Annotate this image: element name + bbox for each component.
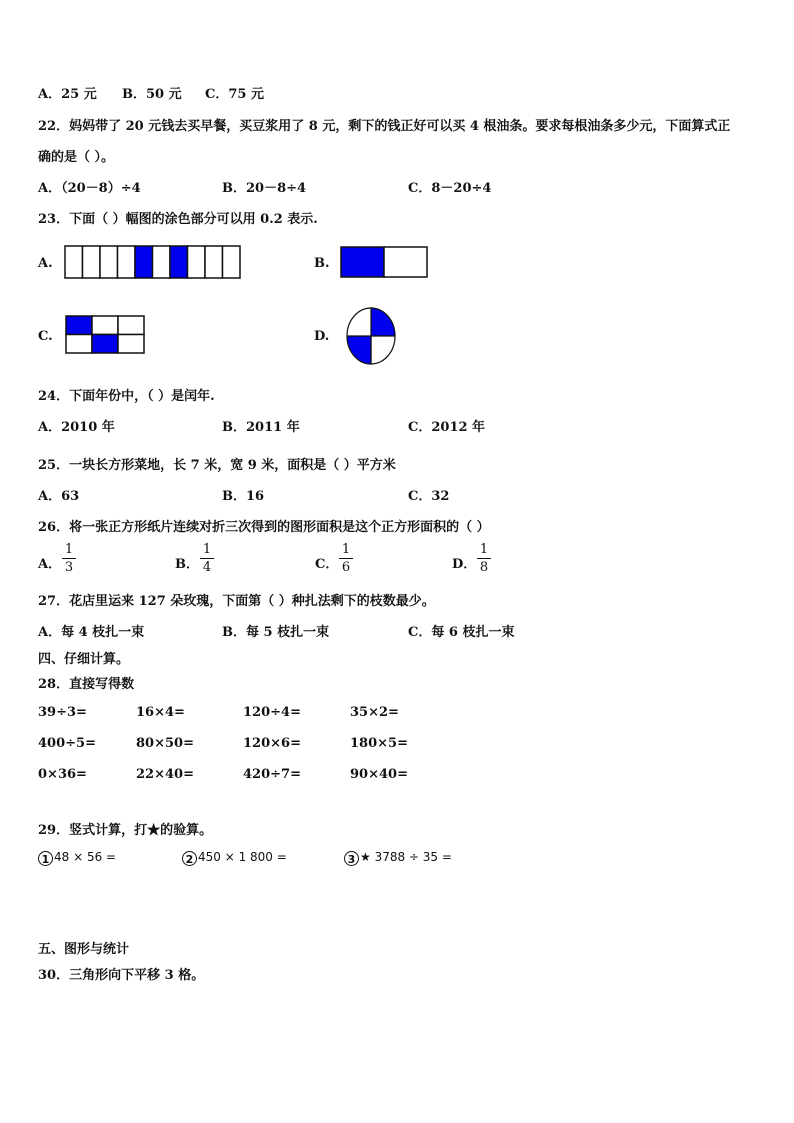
q27-question: 27．花店里运来 127 朵玫瑰，下面第（ ）种扎法剩下的枝数最少。 [38, 594, 435, 609]
unshaded-cell [223, 246, 241, 278]
shaded-quarter [347, 336, 371, 364]
q25-option-a: A．63 [38, 489, 80, 504]
q29-item-2 [182, 850, 287, 866]
q26-option-a-label: A． [38, 557, 62, 572]
q22-option-c: C．8－20÷4 [408, 181, 492, 196]
fraction-numerator: 1 [479, 542, 489, 557]
unshaded-cell [66, 335, 92, 354]
q23-label-b: B. [314, 256, 330, 271]
q24-option-b: B．2011 年 [222, 420, 300, 435]
q29-question: 29．竖式计算，打★的验算。 [38, 823, 213, 838]
q28-item: 16×4= [136, 705, 185, 720]
shaded-cell [135, 246, 153, 278]
shaded-cell [92, 335, 118, 354]
q29-item-3 [344, 850, 452, 866]
q21-option-b: B．50 元 [122, 87, 182, 102]
q29-expression: 450 × 1 800 = [198, 850, 287, 864]
q26-option-a-fraction [62, 542, 76, 575]
q23-question: 23．下面（ ）幅图的涂色部分可以用 0.2 表示. [38, 212, 318, 227]
shaded-cell [66, 316, 92, 335]
unshaded-cell [118, 246, 136, 278]
q22-option-b: B．20－8÷4 [222, 181, 307, 196]
q23-figure-c-grid [65, 315, 147, 356]
q30-question: 30．三角形向下平移 3 格。 [38, 968, 205, 983]
q23-figure-a-strip [64, 244, 244, 280]
unshaded-quarter [347, 308, 371, 336]
fraction-bar [339, 558, 353, 559]
fraction-bar [62, 558, 76, 559]
q25-option-c: C．32 [408, 489, 450, 504]
fraction-numerator: 1 [341, 542, 351, 557]
unshaded-cell [83, 246, 101, 278]
q23-label-d: D. [314, 329, 330, 344]
fraction-numerator: 1 [202, 542, 212, 557]
shaded-quarter [371, 308, 395, 336]
q26-question: 26．将一张正方形纸片连续对折三次得到的图形面积是这个正方形面积的（ ） [38, 520, 490, 535]
shaded-part [341, 247, 384, 277]
fraction-bar [200, 558, 214, 559]
fraction-bar [477, 558, 491, 559]
q25-option-b: B．16 [222, 489, 265, 504]
q24-option-a: A．2010 年 [38, 420, 115, 435]
q23-label-a: A. [38, 256, 53, 271]
q27-option-a: A．每 4 枝扎一束 [38, 625, 145, 640]
unshaded-cell [118, 316, 144, 335]
q21-option-c: C．75 元 [205, 87, 264, 102]
q23-figure-b-bar [339, 245, 429, 279]
q29-expression: ★ 3788 ÷ 35 = [360, 850, 452, 864]
q26-option-b-label: B． [175, 557, 199, 572]
unshaded-cell [118, 335, 144, 354]
section-4-heading: 四、仔细计算。 [38, 652, 130, 667]
q23-figure-d-circle [344, 306, 398, 366]
q28-item: 180×5= [350, 736, 408, 751]
q28-item: 0×36= [38, 767, 87, 782]
unshaded-cell [100, 246, 118, 278]
unshaded-cell [65, 246, 83, 278]
q28-item: 39÷3= [38, 705, 87, 720]
fraction-denominator: 3 [64, 560, 74, 575]
q28-item: 22×40= [136, 767, 194, 782]
unshaded-quarter [371, 336, 395, 364]
q26-option-b-fraction [200, 542, 214, 575]
unshaded-cell [188, 246, 206, 278]
q26-option-c-fraction [339, 542, 353, 575]
q28-item: 120÷4= [243, 705, 301, 720]
q26-option-d-label: D． [452, 557, 477, 572]
section-5-heading: 五、图形与统计 [38, 942, 130, 957]
q27-option-c: C．每 6 枝扎一束 [408, 625, 515, 640]
q24-option-c: C．2012 年 [408, 420, 486, 435]
shaded-cell [170, 246, 188, 278]
q25-question: 25．一块长方形菜地，长 7 米，宽 9 米，面积是（ ）平方米 [38, 458, 396, 473]
unshaded-cell [153, 246, 171, 278]
q28-item: 120×6= [243, 736, 301, 751]
q28-item: 90×40= [350, 767, 408, 782]
fraction-denominator: 4 [202, 560, 212, 575]
circled-number-1: 1 [38, 851, 53, 866]
q29-expression: 48 × 56 = [54, 850, 117, 864]
q22-option-a: A．（20－8）÷4 [38, 181, 141, 196]
fraction-denominator: 8 [479, 560, 489, 575]
fraction-denominator: 6 [341, 560, 351, 575]
q27-option-b: B．每 5 枝扎一束 [222, 625, 330, 640]
q28-item: 35×2= [350, 705, 399, 720]
q29-item-1 [38, 850, 116, 866]
unshaded-part [384, 247, 427, 277]
unshaded-cell [92, 316, 118, 335]
q28-item: 80×50= [136, 736, 194, 751]
q22-question-line1: 22．妈妈带了 20 元钱去买早餐，买豆浆用了 8 元，剩下的钱正好可以买 4 根油条。要求每根油条多少元，下面算式正 [38, 119, 731, 134]
q21-option-a: A．25 元 [38, 87, 97, 102]
q28-item: 420÷7= [243, 767, 301, 782]
q24-question: 24．下面年份中，（ ）是闰年. [38, 389, 215, 404]
q28-question: 28．直接写得数 [38, 677, 135, 692]
circled-number-2: 2 [182, 851, 197, 866]
unshaded-cell [205, 246, 223, 278]
fraction-numerator: 1 [64, 542, 74, 557]
circled-number-3: 3 [344, 851, 359, 866]
q22-question-line2: 确的是（ ）。 [38, 150, 115, 165]
q26-option-d-fraction [477, 542, 491, 575]
q28-item: 400÷5= [38, 736, 96, 751]
q23-label-c: C. [38, 329, 53, 344]
q26-option-c-label: C． [315, 557, 339, 572]
